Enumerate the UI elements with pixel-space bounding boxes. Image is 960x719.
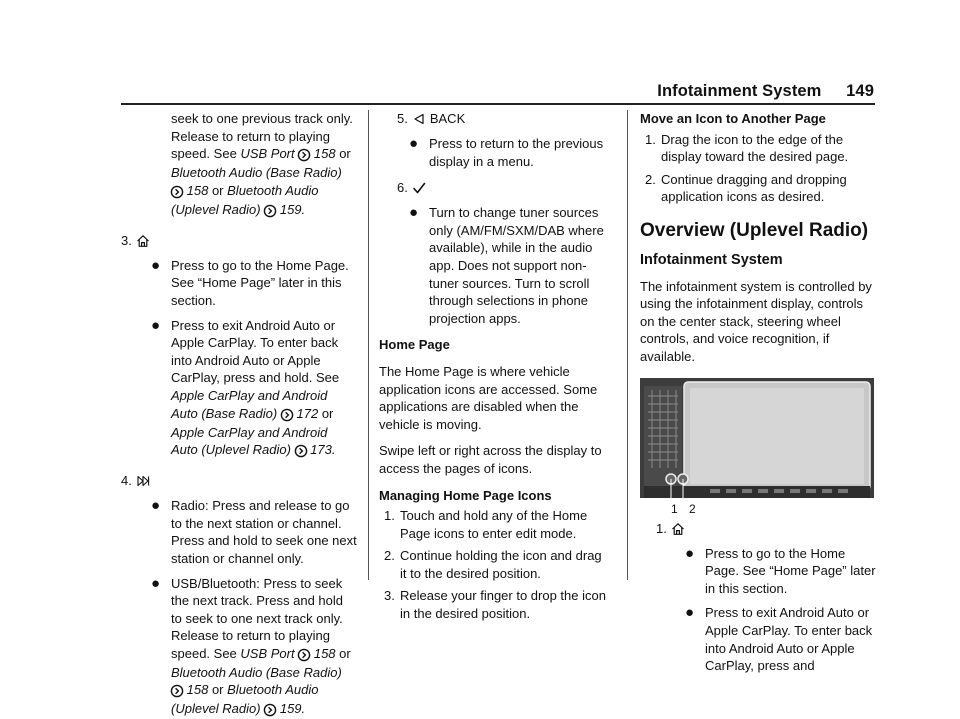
page-reference-icon	[171, 682, 183, 700]
managing-step: 1. Touch and hold any of the Home Page icons to enter edit mode.	[379, 507, 611, 542]
infotainment-heading: Infotainment System	[640, 252, 876, 270]
dashboard-illustration	[640, 378, 874, 498]
home-page-para-1: The Home Page is where vehicle application icons are accessed. Some applications are disabled when the vehicle is moving.	[379, 363, 611, 433]
xref-usb-port[interactable]: USB Port	[240, 646, 294, 661]
item-5-bullet-1: ● Press to return to the previous display in a menu.	[379, 135, 611, 170]
back-icon	[408, 110, 430, 128]
managing-step: 3. Release your finger to drop the icon in the desired position.	[379, 587, 611, 622]
xref-bluetooth-base[interactable]: Bluetooth Audio (Base Radio)	[171, 665, 342, 680]
xref-bluetooth-uplevel[interactable]: Bluetooth Audio (Uplevel Radio)	[171, 183, 318, 217]
item-1: 1.	[640, 520, 876, 538]
page-reference-icon	[298, 646, 310, 664]
item-6-bullet-1: ● Turn to change tuner sources only (AM/FM/SXM/DAB where available), while in the audio app. Does not support non-tuner sources. Turn to scroll through selections in phone projection apps.	[379, 204, 611, 327]
page-reference-icon	[281, 406, 293, 424]
seek-forward-icon	[132, 472, 154, 490]
section-title: Infotainment System	[657, 82, 821, 100]
home-icon	[132, 232, 154, 250]
page-reference-icon	[264, 202, 276, 220]
column-1	[121, 110, 357, 719]
page-header	[657, 82, 874, 101]
item-4: 4.	[121, 472, 357, 490]
page-reference-icon	[295, 442, 307, 460]
managing-step: 2. Continue holding the icon and drag it to the desired position.	[379, 547, 611, 582]
column-2	[379, 110, 611, 623]
continued-bullet: seek to one previous track only. Release to return to playing speed. See USB Port 158 or Bluetooth Audio (Base Radio) 158 or Bluetooth Audio (Uplevel Radio) 159.	[121, 110, 357, 220]
header-rule	[121, 103, 875, 105]
item-3-bullet-2: ● Press to exit Android Auto or Apple CarPlay. To enter back into Android Auto or Apple CarPlay, press and hold. See Apple CarPlay and Android Auto (Base Radio) 172 or Apple CarPlay and Android Auto (Uplevel Radio) 173.	[121, 317, 357, 461]
item-6: 6.	[379, 179, 611, 197]
column-divider-1	[368, 110, 369, 580]
item-3: 3.	[121, 232, 357, 250]
dashboard-drawing	[640, 378, 874, 498]
item-1-bullet-2: ● Press to exit Android Auto or Apple CarPlay. To enter back into Android Auto or Apple CarPlay, press and	[640, 604, 876, 674]
column-3	[640, 110, 876, 675]
item-1-bullet-1: ● Press to go to the Home Page. See “Home Page” later in this section.	[640, 545, 876, 598]
xref-bluetooth-base[interactable]: Bluetooth Audio (Base Radio)	[171, 165, 342, 180]
move-icon-heading: Move an Icon to Another Page	[640, 110, 876, 128]
checkmark-icon	[408, 179, 430, 197]
infotainment-figure	[640, 378, 874, 516]
column-divider-2	[627, 110, 628, 580]
xref-bluetooth-uplevel[interactable]: Bluetooth Audio (Uplevel Radio)	[171, 682, 318, 716]
managing-icons-heading: Managing Home Page Icons	[379, 487, 611, 505]
item-3-bullet-1: ● Press to go to the Home Page. See “Home Page” later in this section.	[121, 257, 357, 310]
page-reference-icon	[264, 701, 276, 719]
move-step: 2. Continue dragging and dropping application icons as desired.	[640, 171, 876, 206]
home-page-heading: Home Page	[379, 336, 611, 354]
xref-carplay-uplevel[interactable]: Apple CarPlay and Android Auto (Uplevel Radio)	[171, 425, 327, 458]
move-step: 1. Drag the icon to the edge of the display toward the desired page.	[640, 131, 876, 166]
home-page-para-2: Swipe left or right across the display to access the pages of icons.	[379, 442, 611, 477]
xref-usb-port[interactable]: USB Port	[240, 146, 294, 161]
page-reference-icon	[298, 146, 310, 164]
page-number: 149	[846, 82, 874, 100]
infotainment-para: The infotainment system is controlled by using the infotainment display, controls on the center stack, steering wheel controls, and voice recognition, if available.	[640, 278, 876, 366]
item-4-bullet-1: ● Radio: Press and release to go to the next station or channel. Press and hold to seek one next station or channel only.	[121, 497, 357, 567]
xref-carplay-base[interactable]: Apple CarPlay and Android Auto (Base Radio)	[171, 388, 327, 421]
page-reference-icon	[171, 183, 183, 201]
home-icon	[667, 520, 689, 538]
overview-heading: Overview (Uplevel Radio)	[640, 220, 876, 242]
figure-callouts: 1 2	[671, 501, 700, 519]
item-5: 5. BACK	[379, 110, 611, 128]
item-4-bullet-2: ● USB/Bluetooth: Press to seek the next track. Press and hold to seek to one next track only. Release to return to playing speed. See USB Port 158 or Bluetooth Audio (Base Radio) 158 or Bluetooth Audio (Uplevel Radio) 159.	[121, 575, 357, 719]
